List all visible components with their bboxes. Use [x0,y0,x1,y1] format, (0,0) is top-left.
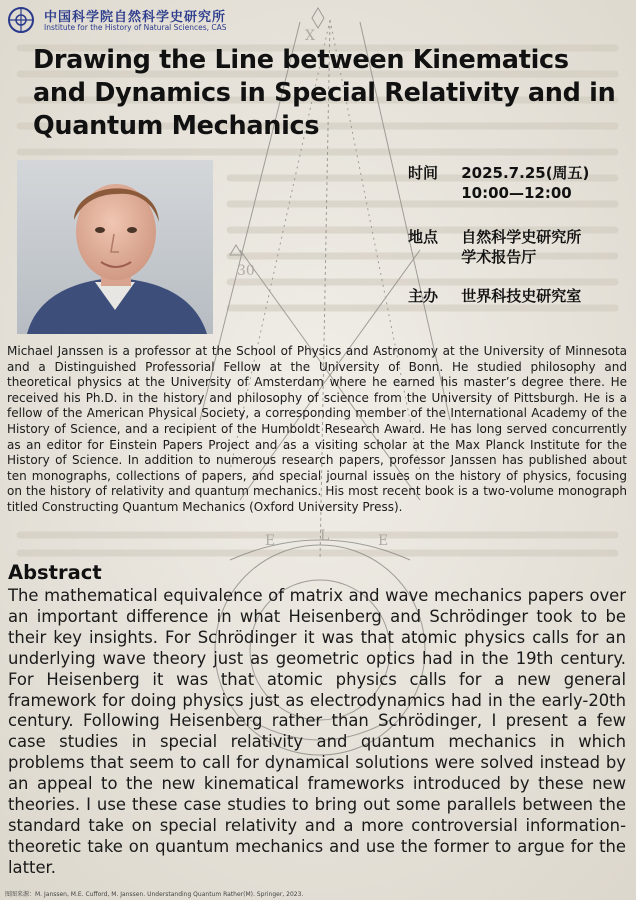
place-line2: 学术报告厅 [461,248,537,266]
event-organizer [408,286,581,306]
institute-name-cn: 中国科学院自然科学史研究所 [44,10,227,25]
talk-title: Drawing the Line between Kinematics and Dynamics in Special Relativity and in Quantum Mechanics [33,45,616,141]
abstract-heading: Abstract [8,561,102,584]
time-label: 时间 [408,164,439,182]
speaker-photo [17,160,213,334]
place-label: 地点 [408,228,439,246]
speaker-bio: Michael Janssen is a professor at the School of Physics and Astronomy at the University of Minnesota and a Distinguished Professorial Fellow at the University of Bonn. He studied philosophy and theoretical physics at the University of Amsterdam where he earned his master’s degree there. He received his Ph.D. in the history and philosophy of science from the University of Pittsburgh. He is a fellow of the American Physical Society, a corresponding member of the International Academy of the History of Science, and a recipient of the Humboldt Research Award. He has long served concurrently as an editor for Einstein Papers Project and as a visiting scholar at the Max Planck Institute for the History of Science. In addition to numerous research papers, professor Janssen has published about ten monographs, collections of papers, and special journal issues on the history of physics, focusing on the history of relativity and quantum mechanics. His most recent book is a two-volume monograph titled Constructing Quantum Mechanics (Oxford University Press). [7,344,627,514]
time-hours: 10:00—12:00 [461,184,572,202]
svg-text:L: L [320,528,330,544]
svg-text:X: X [305,28,315,44]
place-line1: 自然科学史研究所 [461,228,582,246]
svg-text:E: E [378,533,389,549]
institute-logo [6,5,236,35]
event-time [408,163,589,203]
institute-name-en: Institute for the History of Natural Sciences, CAS [44,23,227,32]
abstract-body: The mathematical equivalence of matrix and wave mechanics papers over an important difference in what Heisenberg and Schrödinger took to be their key insights. For Schrödinger it was that atomic physics calls for an underlying wave theory just as geometric optics had in the 19th century. For Heisenberg it was that atomic physics calls for a new general framework for doing physics just as electrodynamics had in the early-20th century. Following Heisenberg rather than Schrödinger, I present a few case studies in special relativity and quantum mechanics in which problems that seem to call for dynamical solutions were solved instead by an appeal to the new kinematical frameworks introduced by these new theories. I use these case studies to bring out some parallels between the standard take on special relativity and a more controversial information-theoretic take on quantum mechanics and use the former to argue for the latter. [8,586,626,877]
institute-seal-icon [6,7,36,33]
time-date: 2025.7.25(周五) [461,164,590,182]
svg-text:E: E [265,533,276,549]
svg-text:30: 30 [237,263,255,279]
image-credit: 图图来源：M. Janssen, M.E. Cufford, M. Janssen. Understanding Quantum Rather(M). Springer, 2023. [5,891,304,898]
place-value [461,227,581,267]
event-place [408,227,581,267]
organizer-label: 主办 [408,287,439,305]
organizer-value: 世界科技史研究室 [461,287,582,305]
time-value [461,163,589,203]
